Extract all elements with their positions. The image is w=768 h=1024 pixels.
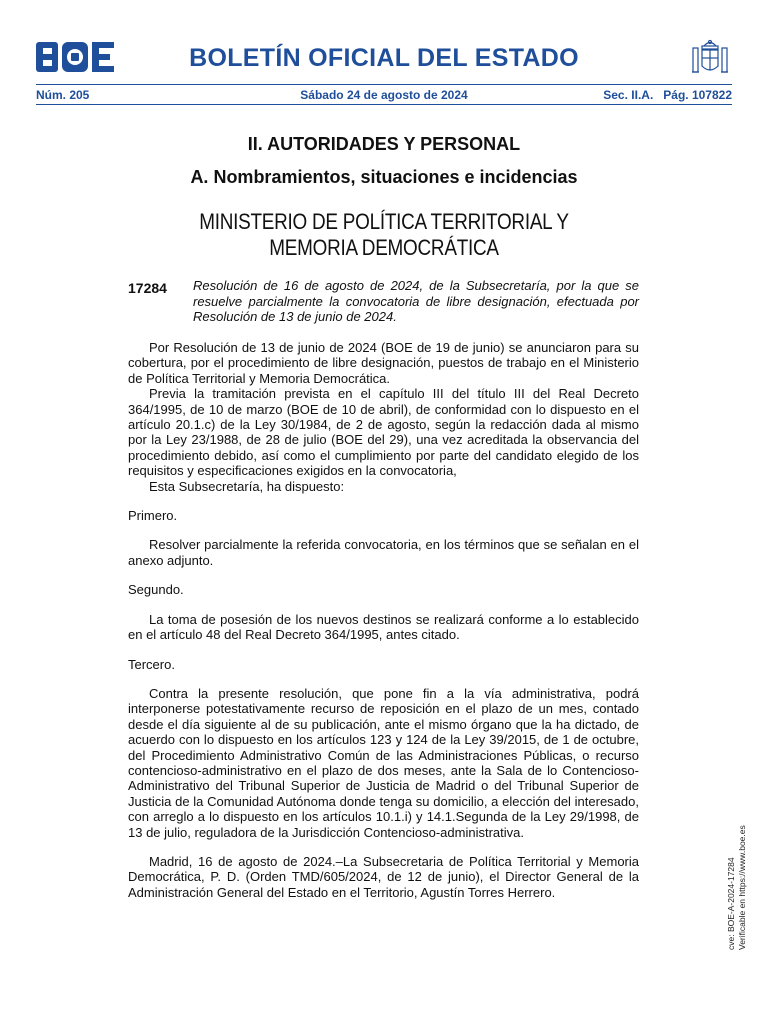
cve-code: cve: BOE-A-2024-17284: [726, 857, 736, 950]
header-rule-top: [36, 84, 732, 85]
header-rule-bottom: [36, 104, 732, 105]
article-heading: Tercero.: [128, 656, 175, 672]
spain-coat-of-arms-icon: [690, 38, 730, 80]
paragraph: Resolver parcialmente la referida convocatoria, en los términos que se señalan en el anexo adjunto.: [128, 537, 639, 568]
disposition-title: Resolución de 16 de agosto de 2024, de la Subsecretaría, por la que se resuelve parcialmente la convocatoria de libre designación, efectuada por Resolución de 13 de junio de 2024.: [193, 278, 639, 324]
verification-note: [726, 790, 752, 950]
disposition-number: 17284: [128, 280, 167, 296]
article-heading: Primero.: [128, 508, 178, 524]
masthead-title: BOLETÍN OFICIAL DEL ESTADO: [189, 44, 579, 72]
subsection-heading: A. Nombramientos, situaciones e incidencias: [190, 167, 578, 187]
issue-date: Sábado 24 de agosto de 2024: [300, 88, 468, 102]
paragraph: Previa la tramitación prevista en el capítulo III del título III del Real Decreto 364/1995, de 10 de marzo (BOE de 10 de abril), de conformidad con lo dispuesto en el artículo 20.1.c) de la Ley 30/1984, de 2 de agosto, según la redacción dada al mismo por la Ley 23/1988, de 28 de julio (BOE del 29), una vez acreditada la observancia del procedimiento debido, así como el cumplimiento por parte del candidato elegido de los requisitos y especificaciones exigidos en la convocatoria,: [128, 386, 639, 479]
paragraph: Esta Subsecretaría, ha dispuesto:: [149, 478, 345, 494]
article-heading: Segundo.: [128, 582, 184, 598]
paragraph: Contra la presente resolución, que pone fin a la vía administrativa, podrá interponerse potestativamente recurso de reposición en el plazo de un mes, contado desde el día siguiente al de su publicación, ante el mismo órgano que la ha dictado, de acuerdo con lo dispuesto en los artículos 123 y 124 de la Ley 39/2015, de 1 de octubre, del Procedimiento Administrativo Común de las Administraciones Públicas, o recurso contencioso-administrativo en el plazo de dos meses, ante la Sala de lo Contencioso-Administrativo del Tribunal Superior de Justicia de Madrid o del Tribunal Superior de Justicia de la Comunidad Autónoma donde tenga su domicilio, a elección del interesado, con arreglo a lo dispuesto en los artículos 10.1.i) y 14.1.Segunda de la Ley 29/1998, de 13 de julio, reguladora de la Jurisdicción Contencioso-administrativa.: [128, 685, 639, 840]
section-heading: II. AUTORIDADES Y PERSONAL: [247, 134, 521, 154]
signature-paragraph: Madrid, 16 de agosto de 2024.–La Subsecretaria de Política Territorial y Memoria Democrática, P. D. (Orden TMD/605/2024, de 12 de junio), el Director General de la Administración General del Estado en el Territorio, Agustín Torres Herrero.: [128, 853, 639, 900]
issue-number: Núm. 205: [36, 88, 90, 102]
verification-url[interactable]: Verificable en https://www.boe.es: [737, 825, 747, 950]
section-page: Sec. II.A. Pág. 107822: [603, 88, 732, 102]
ministry-heading: MINISTERIO DE POLÍTICA TERRITORIAL Y MEMORIA DEMOCRÁTICA: [199, 209, 569, 260]
boe-logo: [36, 42, 114, 72]
paragraph: La toma de posesión de los nuevos destinos se realizará conforme a lo establecido en el artículo 48 del Real Decreto 364/1995, antes citado.: [128, 611, 639, 643]
paragraph: Por Resolución de 13 de junio de 2024 (BOE de 19 de junio) se anunciaron para su cobertura, por el procedimiento de libre designación, puestos de trabajo en el Ministerio de Política Territorial y Memoria Democrática.: [128, 340, 639, 386]
document-body: [128, 340, 639, 900]
